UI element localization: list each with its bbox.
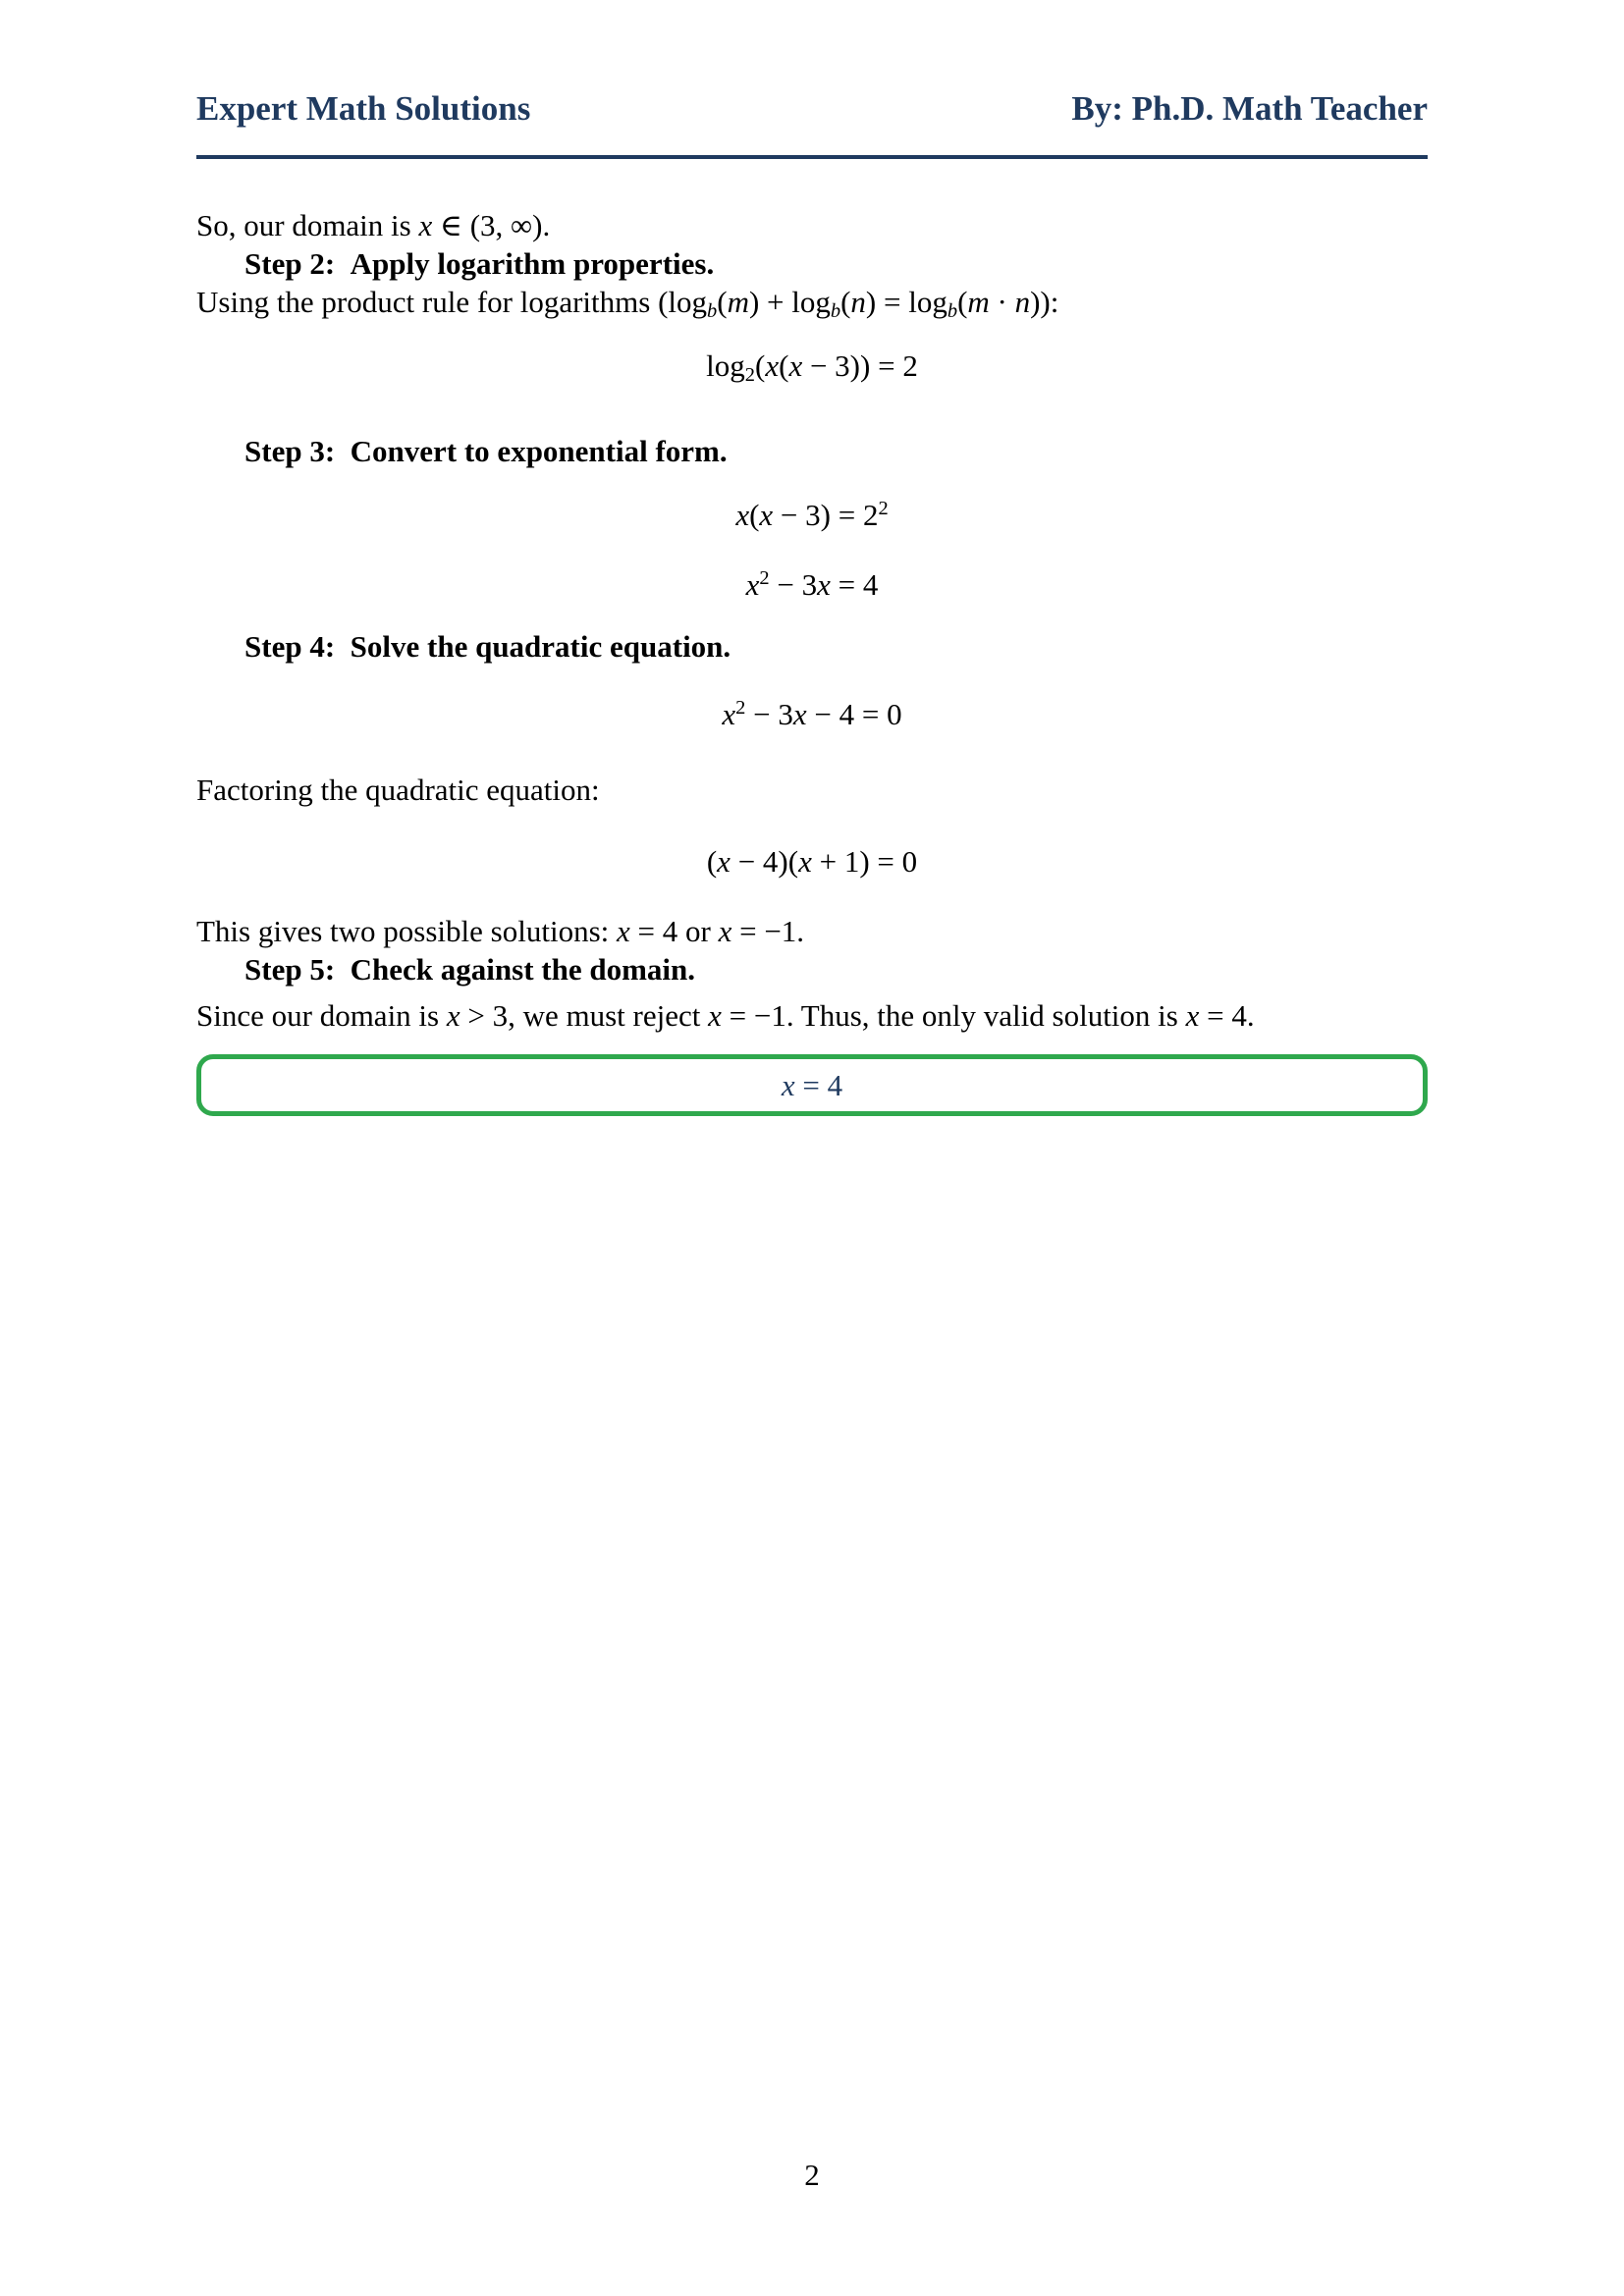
equation-quadratic: $x^2 - 3x - 4 = 0$	[722, 696, 902, 731]
solution-content	[196, 206, 1428, 1116]
equation-log: $\log_2(x(x - 3)) = 2$	[706, 348, 918, 387]
product-rule-statement: Using the product rule for logarithms $(\log_b(m) + \log_b(n) = \log_b(m \cdot n))$:	[196, 285, 1059, 323]
domain-check-statement: Since our domain is x > 3, we must reject x = −1. Thus, the only valid solution is x = 4.	[196, 998, 1255, 1033]
equation-expanded: $x^2 - 3x = 4$	[745, 566, 879, 602]
domain-statement: So, our domain is x ∈ (3, ∞).	[196, 208, 551, 242]
equation-exponential: $x(x - 3) = 2^2$	[735, 497, 889, 532]
step4-heading: Step 4: Solve the quadratic equation.	[244, 629, 731, 664]
page-footer	[0, 2156, 1624, 2194]
header-rule	[196, 155, 1428, 159]
factoring-statement: Factoring the quadratic equation:	[196, 773, 600, 807]
site-title: Expert Math Solutions	[196, 89, 531, 128]
author-byline: By: Ph.D. Math Teacher	[1071, 89, 1428, 128]
solutions-statement: This gives two possible solutions: x = 4 or x = −1.	[196, 914, 805, 948]
final-answer: x = 4	[781, 1068, 843, 1102]
answer-box	[196, 1054, 1428, 1116]
step3-heading: Step 3: Convert to exponential form.	[244, 434, 728, 468]
page-header	[196, 0, 1428, 130]
step2-heading: Step 2: Apply logarithm properties.	[244, 246, 715, 281]
step5-heading: Step 5: Check against the domain.	[244, 952, 696, 987]
equation-factored: (x − 4)(x + 1) = 0	[706, 844, 918, 879]
page-number: 2	[804, 2158, 820, 2192]
